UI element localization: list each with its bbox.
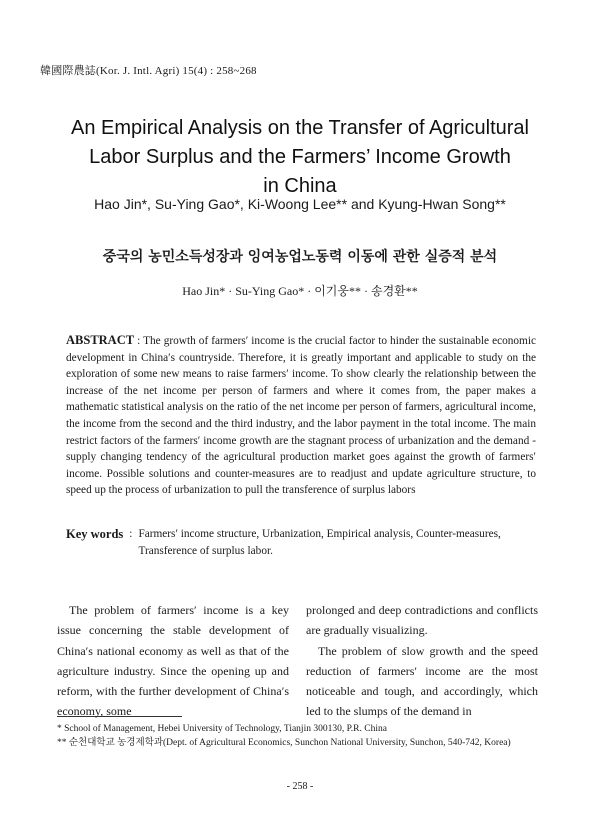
- abstract-colon: :: [134, 335, 144, 347]
- journal-reference: 韓國際農誌(Kor. J. Intl. Agri) 15(4) : 258~268: [40, 65, 257, 77]
- body-column-right: [306, 600, 538, 722]
- body-column-left: [57, 600, 289, 722]
- authors-english: Hao Jin*, Su-Ying Gao*, Ki-Woong Lee** and Kyung-Hwan Song**: [94, 196, 506, 212]
- keywords-text: Farmers′ income structure, Urbanization, Empirical analysis, Counter-measures, Transference of surplus labor.: [138, 528, 501, 557]
- abstract: [66, 332, 536, 499]
- footnotes: [57, 722, 547, 750]
- keywords-colon: :: [129, 528, 133, 540]
- paper-title-korean: 중국의 농민소득성장과 잉여농업노동력 이동에 관한 실증적 분석: [102, 249, 498, 265]
- footnote-divider: [57, 716, 182, 717]
- paper-title: [40, 114, 560, 201]
- footnote-affiliation-1: * School of Management, Hebei University of Technology, Tianjin 300130, P.R. China: [57, 724, 387, 734]
- keywords: [66, 526, 536, 559]
- title-line-1: An Empirical Analysis on the Transfer of Agricultural: [71, 117, 529, 140]
- body-paragraph: The problem of slow growth and the speed reduction of farmers′ income are the most noticeable and tough, and accordingly, which led to the slumps of the demand in: [306, 643, 538, 719]
- abstract-label: ABSTRACT: [66, 333, 135, 347]
- body-paragraph: prolonged and deep contradictions and conflicts are gradually visualizing.: [306, 603, 538, 638]
- title-line-3: in China: [263, 175, 337, 198]
- keywords-label: Key words: [66, 527, 124, 541]
- title-line-2: Labor Surplus and the Farmers’ Income Growth: [89, 146, 511, 169]
- authors-korean: Hao Jin* · Su-Ying Gao* · 이기웅** · 송경환**: [182, 284, 418, 298]
- abstract-text: The growth of farmers′ income is the crucial factor to hinder the sustainable economic development in China′s countryside. Therefore, it is greatly important and applicable to study on the exploration of some new means to raise farmers′ income. To show clearly the relationship between the increase of the net income per person of farmers and where it comes from, the paper makes a mathematic statistical analysis on the ratio of the net income per person of farmers, agricultural income, the income from the second and the third industry, and the labor payment in the total income. The main restrict factors of the farmers′ income growth are the stagnant process of urbanization and the demand - supply changing tendency of the agricultural production market goes against the growth of farmers′ income. Possible solutions and counter-measures are to readjust and update agriculture structure, to speed up the process of urbanization to pull the transference of surplus labors: [66, 335, 536, 497]
- page-number: - 258 -: [286, 781, 314, 792]
- footnote-affiliation-2: ** 순천대학교 농경제학과(Dept. of Agricultural Economics, Sunchon National University, Sunchon, 540-742, Korea): [57, 738, 511, 748]
- body-paragraph: The problem of farmers′ income is a key issue concerning the stable development of China′s national economy as well as that of the agriculture industry. Since the opening up and reform, with the further development of China′s economy, some: [57, 603, 289, 719]
